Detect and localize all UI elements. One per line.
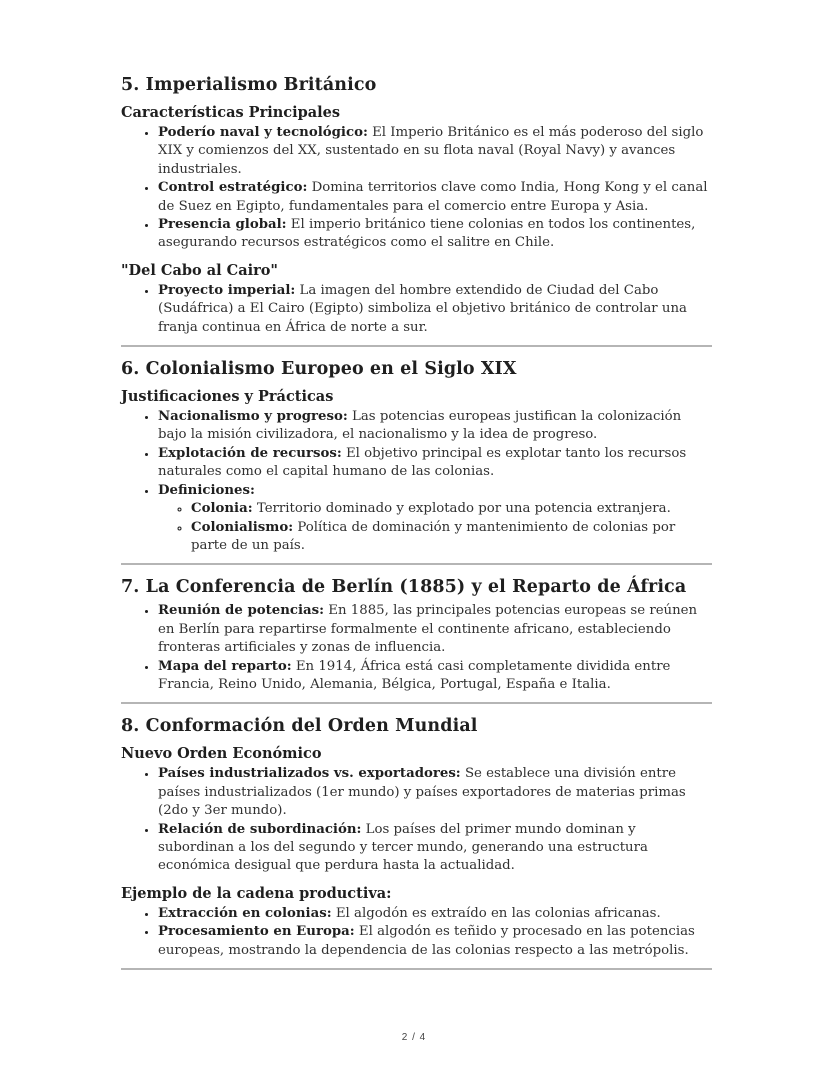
list-item-lead: Relación de subordinación: [158,821,362,837]
document-section [121,576,712,694]
list-item-lead: Explotación de recursos: [158,445,342,461]
bullet-list [121,602,712,694]
bullet-list [121,408,712,555]
list-item-lead: Extracción en colonias: [158,905,332,921]
list-item: • Poderío naval y tecnológico: El Imperio Británico es el más poderoso del siglo XIX y comienzos del XX, sustentado en su flota naval (Royal Navy) y avances industriales. [158,124,712,179]
list-item-lead: Proyecto imperial: [158,282,296,298]
section-divider [121,702,712,704]
section-divider [121,345,712,347]
list-item-lead: Presencia global: [158,217,287,233]
list-item-lead: Mapa del reparto: [158,658,292,674]
list-item: • Control estratégico: Domina territorios clave como India, Hong Kong y el canal de Suez en Egipto, fundamentales para el comercio entre Europa y Asia. [158,179,712,216]
list-item: • Países industrializados vs. exportadores: Se establece una división entre países industrializados (1er mundo) y países exportadores de materias primas (2do y 3er mundo). [158,765,712,820]
list-item: • Explotación de recursos: El objetivo principal es explotar tanto los recursos naturales como el capital humano de las colonias. [158,445,712,482]
list-item-lead: Procesamiento en Europa: [158,924,355,940]
list-item: • Nacionalismo y progreso: Las potencias europeas justifican la colonización bajo la misión civilizadora, el nacionalismo y la idea de progreso. [158,408,712,445]
subsection-heading: "Del Cabo al Cairo" [121,261,278,279]
list-item: • Reunión de potencias: En 1885, las principales potencias europeas se reúnen en Berlín para repartirse formalmente el continente africano, estableciendo fronteras artificiales y zonas de influencia. [158,602,712,657]
list-item: • Presencia global: El imperio británico tiene colonias en todos los continentes, asegurando recursos estratégicos como el salitre en Chile. [158,216,712,253]
list-item: ◦ Colonialismo: Política de dominación y mantenimiento de colonias por parte de un país. [191,519,712,556]
list-item-lead: Poderío naval y tecnológico: [158,125,368,140]
bullet-list [121,765,712,875]
list-item: ◦ Colonia: Territorio dominado y explotado por una potencia extranjera. [191,500,712,518]
document-section [121,358,712,555]
list-item-lead: Control estratégico: [158,180,308,196]
subsection-heading: Características Principales [121,104,341,121]
section-heading: 8. Conformación del Orden Mundial [121,716,478,737]
section-heading: 5. Imperialismo Británico [121,75,377,95]
list-item-lead: Colonialismo: [191,519,294,535]
section-divider [121,563,712,565]
list-item-lead: Definiciones: [158,482,255,498]
subsection-heading: Ejemplo de la cadena productiva: [121,884,392,902]
document-body [121,74,712,970]
section-heading: 6. Colonialismo Europeo en el Siglo XIX [121,359,517,380]
section-heading: 7. La Conferencia de Berlín (1885) y el Reparto de África [121,577,687,598]
list-item-lead: Colonia: [191,501,253,517]
bullet-list [121,124,712,253]
bullet-list [121,905,712,960]
section-divider [121,968,712,970]
list-item: • Relación de subordinación: Los países del primer mundo dominan y subordinan a los del segundo y tercer mundo, generando una estructura económica desigual que perdura hasta la actualidad. [158,821,712,876]
list-item: • Proyecto imperial: La imagen del hombre extendido de Ciudad del Cabo (Sudáfrica) a El Cairo (Egipto) simboliza el objetivo británico de controlar una franja continua en África de norte a sur. [158,282,712,337]
document-section [121,74,712,337]
list-item-lead: Reunión de potencias: [158,603,325,619]
list-item-lead: Países industrializados vs. exportadores: [158,766,461,782]
bullet-list [121,282,712,337]
document-section [121,715,712,960]
list-item [158,482,712,556]
list-item: • Extracción en colonias: El algodón es extraído en las colonias africanas. [158,905,712,923]
list-item: • Procesamiento en Europa: El algodón es teñido y procesado en las potencias europeas, mostrando la dependencia de las colonias respecto a las metrópolis. [158,923,712,960]
list-item: • Mapa del reparto: En 1914, África está casi completamente dividida entre Francia, Reino Unido, Alemania, Bélgica, Portugal, España e Italia. [158,658,712,695]
list-item-lead: Nacionalismo y progreso: [158,409,348,425]
sub-bullet-list [158,500,712,555]
subsection-heading: Nuevo Orden Económico [121,745,322,763]
page-number-indicator: 2 / 4 [401,1032,427,1043]
subsection-heading: Justificaciones y Prácticas [121,388,334,406]
